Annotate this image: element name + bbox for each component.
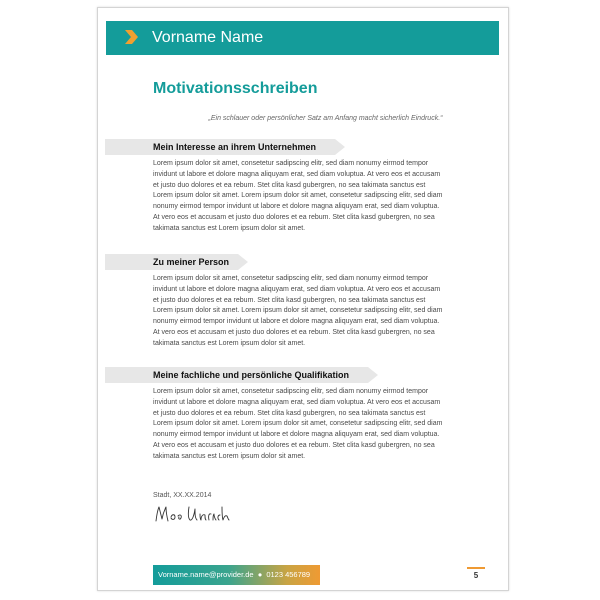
section-body-interest: Lorem ipsum dolor sit amet, consetetur sadipscing elitr, sed diam nonumy eirmod tempor invidunt ut labore et dolore magna aliquyam erat, sed diam voluptua. At vero eos et accusam et justo duo dolores et ea rebum. Stet clita kasd gubergren, no sea takimata sanctus est Lorem ipsum dolor sit amet. Lorem ipsum dolor sit amet, consetetur sadipscing elitr, sed diam nonumy eirmod tempor invidunt ut labore et dolore magna aliquyam erat, sed diam voluptua. At vero eos et accusam et justo duo dolores et ea rebum. Stet clita kasd gubergren, no sea takimata sanctus est Lorem ipsum dolor sit amet. — [153, 160, 443, 232]
section-body-person: Lorem ipsum dolor sit amet, consetetur sadipscing elitr, sed diam nonumy eirmod tempor invidunt ut labore et dolore magna aliquyam erat, sed diam voluptua. At vero eos et accusam et justo duo dolores et ea rebum. Stet clita kasd gubergren, no sea takimata sanctus est Lorem ipsum dolor sit amet. Lorem ipsum dolor sit amet, consetetur sadipscing elitr, sed diam nonumy eirmod tempor invidunt ut labore et dolore magna aliquyam erat, sed diam voluptua. At vero eos et accusam et justo duo dolores et ea rebum. Stet clita kasd gubergren, no sea takimata sanctus est Lorem ipsum dolor sit amet. — [153, 275, 443, 347]
contact-email[interactable]: Vorname.name@provider.de — [158, 570, 254, 579]
document-title: Motivationsschreiben — [153, 80, 318, 97]
page-number: 5 — [473, 571, 479, 580]
section-title-person: Zu meiner Person — [153, 257, 230, 267]
document-page — [97, 7, 509, 591]
page-number-rule — [467, 567, 485, 569]
opening-quote: „Ein schlauer oder persönlicher Satz am Anfang macht sicherlich Eindruck.“ — [208, 115, 443, 122]
contact-info-box — [153, 565, 320, 585]
handwritten-signature — [153, 501, 233, 527]
section-body-qualification: Lorem ipsum dolor sit amet, consetetur sadipscing elitr, sed diam nonumy eirmod tempor invidunt ut labore et dolore magna aliquyam erat, sed diam voluptua. At vero eos et accusam et justo duo dolores et ea rebum. Stet clita kasd gubergren, no sea takimata sanctus est Lorem ipsum dolor sit amet. Lorem ipsum dolor sit amet, consetetur sadipscing elitr, sed diam nonumy eirmod tempor invidunt ut labore et dolore magna aliquyam erat, sed diam voluptua. At vero eos et accusam et justo duo dolores et ea rebum. Stet clita kasd gubergren, no sea takimata sanctus est Lorem ipsum dolor sit amet. — [153, 388, 443, 460]
applicant-name: Vorname Name — [152, 29, 264, 46]
chevron-right-icon — [122, 28, 140, 46]
section-title-interest: Mein Interesse an ihrem Unternehmen — [153, 142, 317, 152]
place-date: Stadt, XX.XX.2014 — [153, 492, 212, 499]
section-title-qualification: Meine fachliche und persönliche Qualifikation — [153, 370, 350, 380]
contact-phone[interactable]: 0123 456789 — [266, 570, 311, 579]
bullet-separator-icon: ● — [257, 570, 263, 579]
